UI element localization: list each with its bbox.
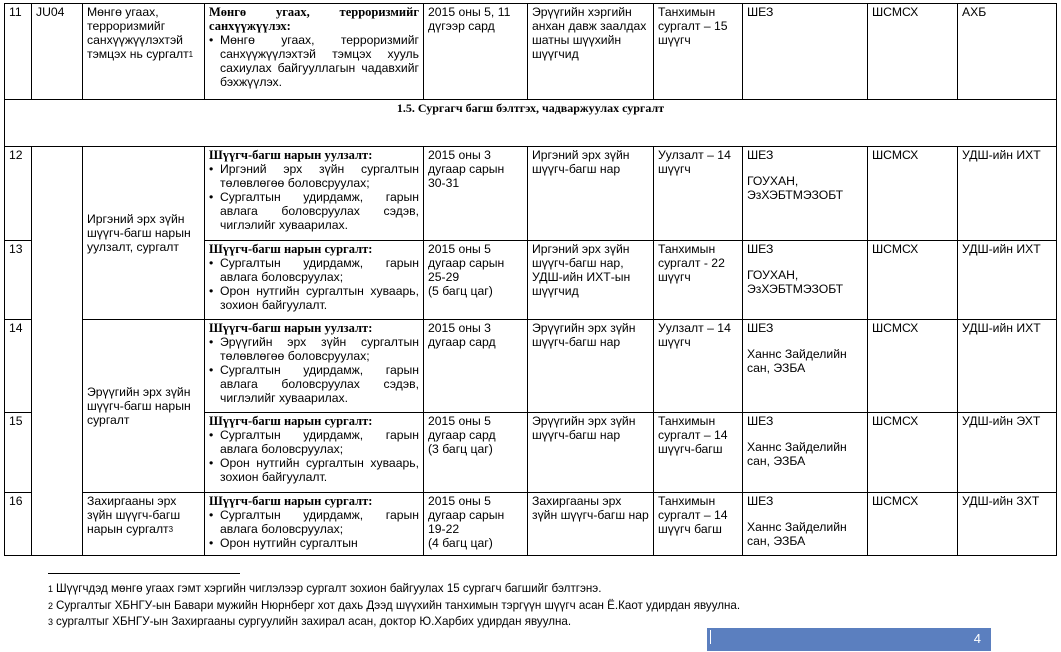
partners-cell bbox=[743, 241, 868, 320]
partner-line: Ханнс Зайделийн сан, ЭЗБА bbox=[747, 347, 847, 375]
audience-cell: Эрүүгийн эрх зүйн шүүгч-багш нар bbox=[528, 320, 654, 413]
date-note: (5 багц цаг) bbox=[428, 284, 493, 298]
text-cursor bbox=[710, 630, 711, 644]
date-cell bbox=[424, 493, 528, 556]
footnote-number: 1 bbox=[48, 584, 54, 594]
content-item: • Орон нутгийн сургалтын хуваарь, зохион байгуулалт. bbox=[209, 456, 419, 484]
org-cell: ШСМСХ bbox=[868, 147, 958, 241]
partner-line: ШЕЗ bbox=[747, 148, 774, 162]
content-cell bbox=[205, 147, 424, 241]
training-plan-table bbox=[4, 3, 1057, 556]
footnote-text: Шүүгчдэд мөнгө угаах гэмт хэргийн чиглэлээр сургалт зохион байгуулах 15 сургагч багшийг бэлтгэнэ. bbox=[56, 582, 602, 595]
content-cell bbox=[205, 320, 424, 413]
footnote-text: Сургалтыг ХБНГУ-ын Бавари мужийн Нюрнберг хот дахь Дээд шүүхийн танхимын тэргүүн шүүгч асан Ё.Каот удирдан явуулна. bbox=[56, 599, 741, 612]
topic-cell bbox=[83, 147, 205, 320]
partner-line: ШЕЗ bbox=[747, 321, 774, 335]
date-note: (3 багц цаг) bbox=[428, 442, 493, 456]
table-row bbox=[5, 320, 1057, 413]
topic-text: Мөнгө угаах, терроризмийг санхүүжүүлэхтэй тэмцэх нь сургалт bbox=[87, 5, 189, 61]
funding-cell: УДШ-ийн ЗХТ bbox=[958, 493, 1057, 556]
section-row bbox=[5, 100, 1057, 147]
content-title: Шүүгч-багш нарын уулзалт: bbox=[209, 321, 373, 335]
row-number: 14 bbox=[5, 320, 32, 413]
footnote bbox=[48, 582, 601, 595]
content-item: • Эрүүгийн эрх зүйн сургалтын төлөвлөгөө боловсруулах; bbox=[209, 335, 419, 363]
topic-text: Эрүүгийн эрх зүйн шүүгч-багш нарын сургалт bbox=[87, 385, 191, 427]
footnote bbox=[48, 599, 740, 612]
funding-cell: УДШ-ийн ИХТ bbox=[958, 320, 1057, 413]
content-title: Шүүгч-багш нарын сургалт: bbox=[209, 414, 373, 428]
content-title: Шүүгч-багш нарын уулзалт: bbox=[209, 148, 373, 162]
footnote-ref: 1 bbox=[188, 50, 194, 59]
topic-cell bbox=[83, 493, 205, 556]
row-number: 13 bbox=[5, 241, 32, 320]
content-title: Мөнгө угаах, терроризмийг санхүүжүүлэх: bbox=[209, 5, 419, 33]
table-row bbox=[5, 493, 1057, 556]
row-number: 15 bbox=[5, 413, 32, 493]
funding-cell: АХБ bbox=[958, 4, 1057, 100]
content-item: • Сургалтын удирдамж, гарын авлага боловсруулах; bbox=[209, 508, 419, 536]
footnote-number: 2 bbox=[48, 601, 54, 611]
format-cell: Танхимын сургалт – 15 шүүгч bbox=[654, 4, 743, 100]
table-row bbox=[5, 147, 1057, 241]
date-cell: 2015 оны 5, 11 дүгээр сард bbox=[424, 4, 528, 100]
audience-cell: Иргэний эрх зүйн шүүгч-багш нар bbox=[528, 147, 654, 241]
content-title: Шүүгч-багш нарын сургалт: bbox=[209, 242, 373, 256]
topic-cell bbox=[83, 320, 205, 493]
content-cell bbox=[205, 413, 424, 493]
format-cell: Танхимын сургалт – 14 шүүгч-багш bbox=[654, 413, 743, 493]
topic-cell bbox=[83, 4, 205, 100]
row-number: 11 bbox=[5, 4, 32, 100]
partners-cell bbox=[743, 320, 868, 413]
topic-text: Захиргааны эрх зүйн шүүгч-багш нарын сургалт bbox=[87, 494, 181, 536]
page-number-bar bbox=[707, 628, 991, 651]
partners-cell bbox=[743, 147, 868, 241]
audience-cell: Эрүүгийн хэргийн анхан давж заалдах шатны шүүхийн шүүгчид bbox=[528, 4, 654, 100]
content-title: Шүүгч-багш нарын сургалт: bbox=[209, 494, 373, 508]
org-cell: ШСМСХ bbox=[868, 4, 958, 100]
org-cell: ШСМСХ bbox=[868, 320, 958, 413]
row-number: 12 bbox=[5, 147, 32, 241]
date-note: (4 багц цаг) bbox=[428, 536, 493, 550]
partner-line: Ханнс Зайделийн сан, ЭЗБА bbox=[747, 520, 847, 548]
date-cell bbox=[424, 413, 528, 493]
partners-cell: ШЕЗ bbox=[743, 4, 868, 100]
audience-cell: Захиргааны эрх зүйн шүүгч-багш нар bbox=[528, 493, 654, 556]
row-code: JU04 bbox=[32, 4, 83, 100]
date-cell bbox=[424, 241, 528, 320]
section-heading-cell bbox=[5, 100, 1057, 147]
org-cell: ШСМСХ bbox=[868, 413, 958, 493]
content-item: • Сургалтын удирдамж, гарын авлага боловсруулах; bbox=[209, 256, 419, 284]
footnote-text: сургалтыг ХБНГУ-ын Захиргааны сургуулийн захирал асан, доктор Ю.Харбих удирдан явуулна. bbox=[56, 615, 572, 628]
format-cell: Уулзалт – 14 шүүгч bbox=[654, 147, 743, 241]
partner-line: ШЕЗ bbox=[747, 494, 774, 508]
date-text: 2015 оны 5 дугаар сард bbox=[428, 414, 496, 442]
content-item: • Сургалтын удирдамж, гарын авлага боловсруулах; bbox=[209, 428, 419, 456]
table-row bbox=[5, 4, 1057, 100]
footnote-number: 3 bbox=[48, 617, 54, 627]
content-item: • Мөнгө угаах, терроризмийг санхүүжүүлэхтэй тэмцэх хууль сахиулах байгууллагын чадавхийг бэхжүүлэх. bbox=[209, 33, 419, 89]
content-item: • Иргэний эрх зүйн сургалтын төлөвлөгөө боловсруулах; bbox=[209, 162, 419, 190]
content-cell bbox=[205, 493, 424, 556]
org-cell: ШСМСХ bbox=[868, 241, 958, 320]
partner-line: Ханнс Зайделийн сан, ЭЗБА bbox=[747, 440, 847, 468]
partners-cell bbox=[743, 493, 868, 556]
funding-cell: УДШ-ийн ЭХТ bbox=[958, 413, 1057, 493]
funding-cell: УДШ-ийн ИХТ bbox=[958, 241, 1057, 320]
footnote bbox=[48, 615, 571, 628]
audience-cell: Эрүүгийн эрх зүйн шүүгч-багш нар bbox=[528, 413, 654, 493]
partner-line: ШЕЗ bbox=[747, 414, 774, 428]
code-cell-empty bbox=[32, 147, 83, 556]
date-cell: 2015 оны 3 дугаар сарын 30-31 bbox=[424, 147, 528, 241]
content-item: • Орон нутгийн сургалтын bbox=[209, 536, 419, 550]
format-cell: Танхимын сургалт - 22 шүүгч bbox=[654, 241, 743, 320]
partners-cell bbox=[743, 413, 868, 493]
page-number: 4 bbox=[973, 631, 981, 646]
content-item: • Орон нутгийн сургалтын хуваарь, зохион байгуулалт. bbox=[209, 284, 419, 312]
content-item: • Сургалтын удирдамж, гарын авлага боловсруулах сэдэв, чиглэлийг хуваарилах. bbox=[209, 190, 419, 232]
row-number: 16 bbox=[5, 493, 32, 556]
footnote-ref: 3 bbox=[168, 525, 174, 534]
content-item: • Сургалтын удирдамж, гарын авлага боловсруулах сэдэв, чиглэлийг хуваарилах. bbox=[209, 363, 419, 405]
audience-cell: Иргэний эрх зүйн шүүгч-багш нар, УДШ-ийн ИХТ-ын шүүгчид bbox=[528, 241, 654, 320]
section-title: 1.5. Сургагч багш бэлтгэх, чадваржуулах сургалт bbox=[396, 101, 665, 115]
format-cell: Танхимын сургалт – 14 шүүгч багш bbox=[654, 493, 743, 556]
partner-line: ГОУХАН, ЭзХЭБТМЭЗОБТ bbox=[747, 268, 844, 296]
date-text: 2015 оны 5 дугаар сарын 19-22 bbox=[428, 494, 505, 536]
partner-line: ШЕЗ bbox=[747, 242, 774, 256]
org-cell: ШСМСХ bbox=[868, 493, 958, 556]
partner-line: ГОУХАН, ЭзХЭБТМЭЗОБТ bbox=[747, 174, 844, 202]
date-text: 2015 оны 5 дугаар сарын 25-29 bbox=[428, 242, 505, 284]
footnote-separator bbox=[48, 573, 240, 574]
content-cell bbox=[205, 4, 424, 100]
content-cell bbox=[205, 241, 424, 320]
format-cell: Уулзалт – 14 шүүгч bbox=[654, 320, 743, 413]
funding-cell: УДШ-ийн ИХТ bbox=[958, 147, 1057, 241]
topic-text: Иргэний эрх зүйн шүүгч-багш нарын уулзалт, сургалт bbox=[87, 212, 191, 254]
date-cell: 2015 оны 3 дугаар сард bbox=[424, 320, 528, 413]
